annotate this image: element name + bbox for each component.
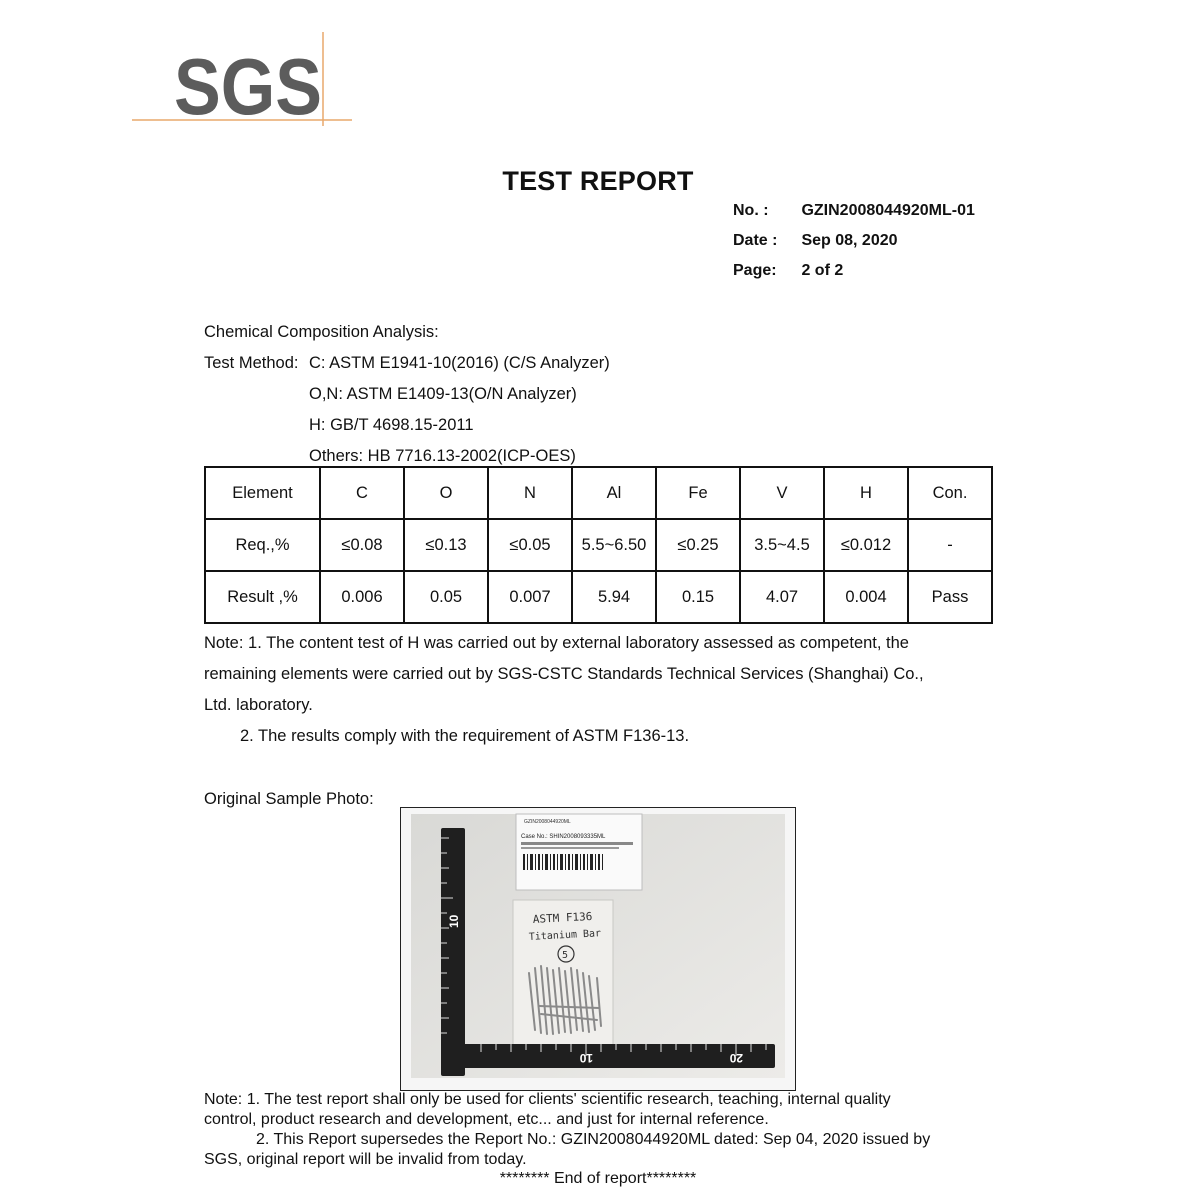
table-cell: ≤0.05: [488, 519, 572, 571]
table-cell: 3.5~4.5: [740, 519, 824, 571]
report-page-row: [733, 262, 843, 280]
ruler-horizontal-mark-10: 10: [579, 1051, 593, 1065]
table-header-row: [205, 467, 992, 519]
ruler-horizontal: [441, 1044, 775, 1068]
handwriting-standard: ASTM F136: [532, 909, 593, 926]
table-cell: C: [320, 467, 404, 519]
note1-line3: Ltd. laboratory.: [204, 696, 313, 714]
table-cell: Pass: [908, 571, 992, 623]
sample-tag-id: GZIN2008044920ML: [524, 819, 571, 825]
report-page-label: Page:: [733, 262, 777, 279]
table-cell: Element: [205, 467, 320, 519]
handwriting-circle-mark: 5: [562, 950, 569, 961]
test-method-c: C: ASTM E1941-10(2016) (C/S Analyzer): [309, 354, 610, 372]
table-cell: Al: [572, 467, 656, 519]
table-cell: 0.004: [824, 571, 908, 623]
note2-line4: SGS, original report will be invalid from today.: [204, 1151, 527, 1168]
table-cell: -: [908, 519, 992, 571]
report-title: TEST REPORT: [502, 166, 694, 196]
sgs-logo-text: SGS: [174, 42, 322, 128]
note2-line2: control, product research and development, etc... and just for internal reference.: [204, 1111, 769, 1128]
sample-tag: [516, 814, 642, 890]
table-cell: V: [740, 467, 824, 519]
test-method-h: H: GB/T 4698.15-2011: [309, 416, 474, 434]
test-method-others: Others: HB 7716.13-2002(ICP-OES): [309, 447, 576, 465]
ruler-vertical: [441, 828, 465, 1076]
analysis-heading: Chemical Composition Analysis:: [204, 323, 439, 341]
sample-photo-label: Original Sample Photo:: [204, 790, 374, 808]
table-cell: Result ,%: [205, 571, 320, 623]
test-method-label: Test Method:: [204, 354, 299, 372]
handwriting-material: Titanium Bar: [528, 928, 602, 943]
table-cell: 5.5~6.50: [572, 519, 656, 571]
report-number-value: GZIN2008044920ML-01: [801, 202, 975, 219]
table-cell: ≤0.08: [320, 519, 404, 571]
table-cell: 0.05: [404, 571, 488, 623]
note2-line3: 2. This Report supersedes the Report No.: GZIN2008044920ML dated: Sep 04, 2020 issued by: [256, 1131, 931, 1148]
sample-photo: [400, 807, 796, 1091]
table-cell: Req.,%: [205, 519, 320, 571]
report-date-value: Sep 08, 2020: [801, 232, 898, 249]
report-page-value: 2 of 2: [801, 262, 844, 279]
report-number-row: [733, 202, 975, 220]
note1-line2: remaining elements were carried out by SGS-CSTC Standards Technical Services (Shanghai) Co.,: [204, 665, 924, 683]
sample-photo-image: [401, 808, 795, 1090]
table-requirement-row: [205, 519, 992, 571]
table-cell: H: [824, 467, 908, 519]
report-date-label: Date :: [733, 232, 778, 249]
table-cell: 0.006: [320, 571, 404, 623]
note1-line4: 2. The results comply with the requirement of ASTM F136-13.: [240, 727, 690, 745]
table-cell: ≤0.13: [404, 519, 488, 571]
sgs-logo: [130, 28, 355, 128]
barcode-icon: [523, 854, 603, 870]
table-cell: O: [404, 467, 488, 519]
table-cell: ≤0.25: [656, 519, 740, 571]
end-of-report: ******** End of report********: [499, 1170, 697, 1187]
table-cell: 0.007: [488, 571, 572, 623]
report-number-label: No. :: [733, 202, 769, 219]
ruler-horizontal-mark-20: 20: [729, 1051, 743, 1065]
ruler-vertical-mark: 10: [447, 914, 461, 928]
sample-tag-case: Case No.: SHIN2008093335ML: [521, 834, 606, 840]
note1-line1: Note: 1. The content test of H was carried out by external laboratory assessed as competent, the: [204, 634, 909, 652]
table-cell: ≤0.012: [824, 519, 908, 571]
table-cell: 5.94: [572, 571, 656, 623]
composition-table: [204, 466, 993, 624]
table-cell: Con.: [908, 467, 992, 519]
table-cell: 4.07: [740, 571, 824, 623]
table-result-row: [205, 571, 992, 623]
report-date-row: [733, 232, 898, 250]
note2-line1: Note: 1. The test report shall only be used for clients' scientific research, teaching, internal quality: [204, 1091, 891, 1108]
test-method-on: O,N: ASTM E1409-13(O/N Analyzer): [309, 385, 577, 403]
table-cell: 0.15: [656, 571, 740, 623]
table-cell: Fe: [656, 467, 740, 519]
table-cell: N: [488, 467, 572, 519]
